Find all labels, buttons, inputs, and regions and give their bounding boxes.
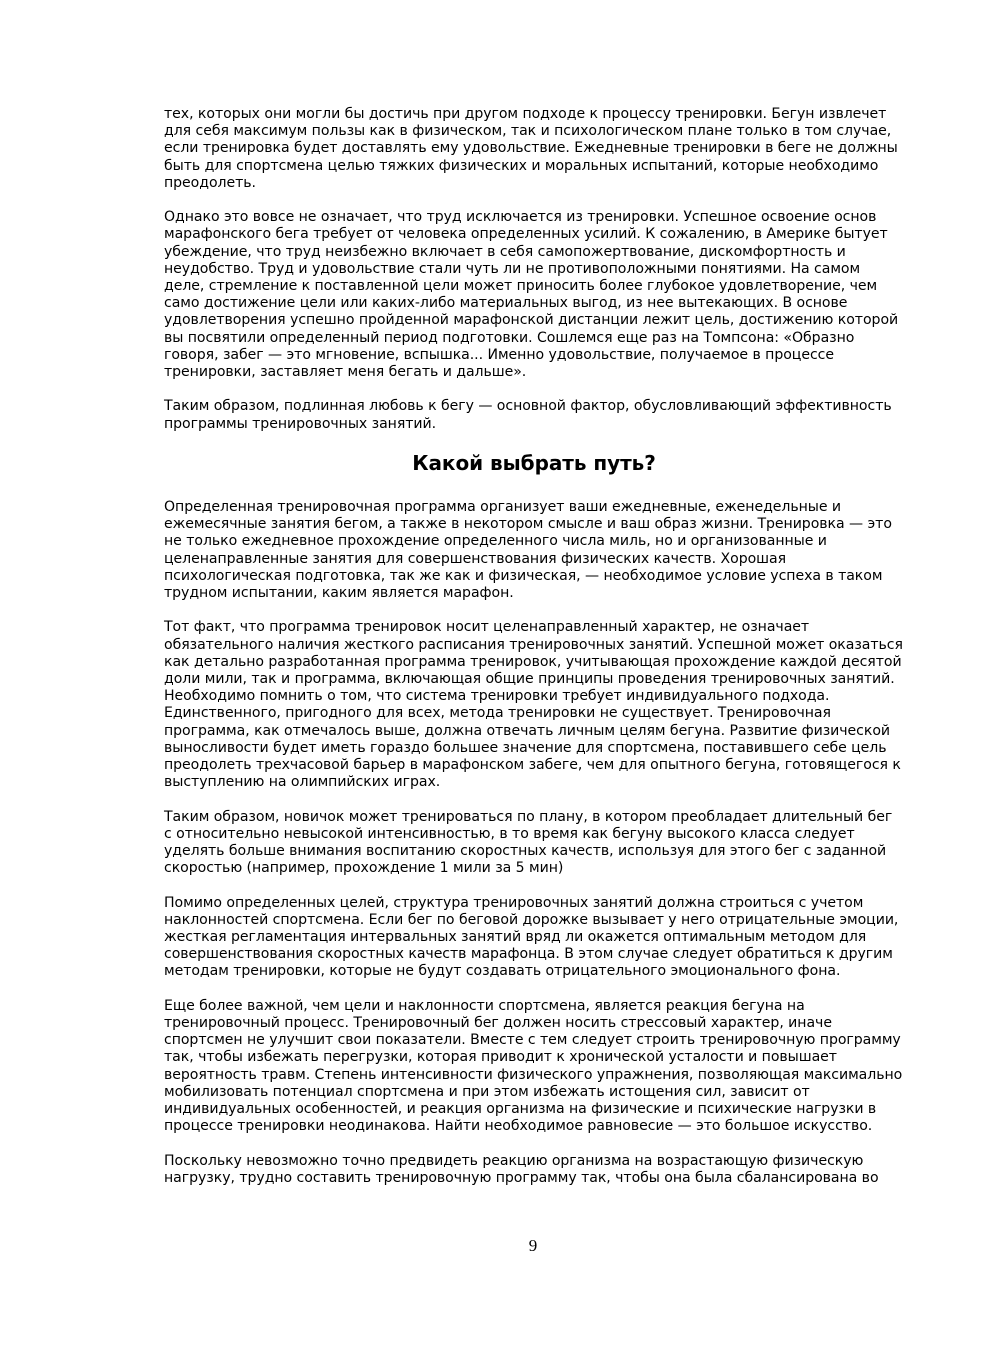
paragraph-6: Таким образом, новичок может тренироваться по плану, в котором преобладает длительный бег с относительно невысокой интенсивностью, в то время как бегуну высокого класса следует уделять больше внимания воспитанию скоростных качеств, используя для этого бег с заданной скоростью (например, прохождение 1 мили за 5 мин) xyxy=(164,808,893,877)
paragraph-4: Определенная тренировочная программа организует ваши ежедневные, еженедельные и ежемесячные занятия бегом, а также в некотором смысле и ваш образ жизни. Тренировка — это не только ежедневное прохождение определенного числа миль, но и организованные и целенаправленные занятия для совершенствования физических качеств. Хорошая психологическая подготовка, так же как и физическая, — необходимое условие успеха в таком трудном испытании, каким является марафон. xyxy=(164,499,892,602)
paragraph-3: Таким образом, подлинная любовь к бегу — основной фактор, обусловливающий эффективность программы тренировочных занятий. xyxy=(164,398,892,432)
page-number: 9 xyxy=(528,1236,538,1255)
paragraph-7: Помимо определенных целей, структура тренировочных занятий должна строиться с учетом наклонностей спортсмена. Если бег по беговой дорожке вызывает у него отрицательные эмоции, жесткая регламентация интервальных занятий вряд ли окажется оптимальным методом для совершенствования скоростных качеств марафонца. В этом случае следует обратиться к другим методам тренировки, которые не будут создавать отрицательного эмоционального фона. xyxy=(164,894,899,980)
text-column xyxy=(164,106,904,1204)
paragraph-5: Тот факт, что программа тренировок носит целенаправленный характер, не означает обязательного наличия жесткого расписания тренировочных занятий. Успешной может оказаться как детально разработанная программа тренировок, учитывающая прохождение каждой десятой доли мили, так и программа, включающая общие принципы проведения тренировочных занятий. Необходимо помнить о том, что система тренировки требует индивидуального подхода. Единственного, пригодного для всех, метода тренировки не существует. Тренировочная программа, как отмечалось выше, должна отвечать личным целям бегуна. Развитие физической выносливости будет иметь гораздо большее значение для спортсмена, поставившего себе цель преодолеть трехчасовой барьер в марафонском забеге, чем для опытного бегуна, готовящегося к выступлению на олимпийских играх. xyxy=(164,619,903,791)
paragraph-9: Поскольку невозможно точно предвидеть реакцию организма на возрастающую физическую нагрузку, трудно составить тренировочную программу так, чтобы она была сбалансирована во xyxy=(164,1152,879,1186)
section-heading: Какой выбрать путь? xyxy=(412,451,656,476)
paragraph-2: Однако это вовсе не означает, что труд исключается из тренировки. Успешное освоение основ марафонского бега требует от человека определенных усилий. К сожалению, в Америке бытует убеждение, что труд неизбежно включает в себя самопожертвование, дискомфортность и неудобство. Труд и удовольствие стали чуть ли не противоположными понятиями. На самом деле, стремление к поставленной цели может приносить более глубокое удовлетворение, чем само достижение цели или каких-либо материальных выгод, из нее вытекающих. В основе удовлетворения успешно пройденной марафонской дистанции лежит цель, достижению которой вы посвятили определенный период подготовки. Сошлемся еще раз на Томпсона: «Образно говоря, забег — это мгновение, вспышка... Именно удовольствие, получаемое в процессе тренировки, заставляет меня бегать и дальше». xyxy=(164,209,899,381)
paragraph-1: тех, которых они могли бы достичь при другом подходе к процессу тренировки. Бегун извлечет для себя максимум пользы как в физическом, так и психологическом плане только в том случае, если тренировка будет доставлять ему удовольствие. Ежедневные тренировки в беге не должны быть для спортсмена целью тяжких физических и моральных испытаний, которые необходимо преодолеть. xyxy=(164,106,898,191)
paragraph-8: Еще более важной, чем цели и наклонности спортсмена, является реакция бегуна на тренировочный процесс. Тренировочный бег должен носить стрессовый характер, иначе спортсмен не улучшит свои показатели. Вместе с тем следует строить тренировочную программу так, чтобы избежать перегрузки, которая приводит к хронической усталости и повышает вероятность травм. Степень интенсивности физического упражнения, позволяющая максимально мобилизовать потенциал спортсмена и при этом избежать истощения сил, зависит от индивидуальных особенностей, и реакция организма на физические и психические нагрузки в процессе тренировки неодинакова. Найти необходимое равновесие — это большое искусство. xyxy=(164,997,903,1135)
